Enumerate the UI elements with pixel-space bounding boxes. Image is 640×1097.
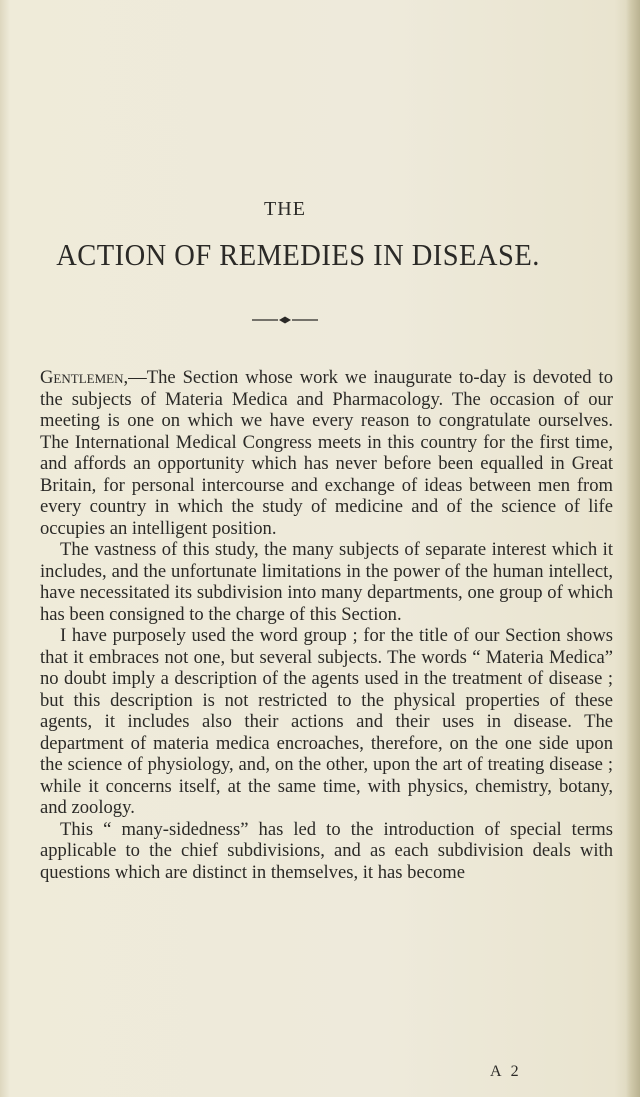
paragraph-2: The vastness of this study, the many subjects of separate interest which it includes, and the unfortunate limitations in the power of the human intellect, have necessitated its subdivision into many departments, one group of which has been consigned to the charge of this Section.	[40, 539, 613, 625]
paragraph-1-text: —The Section whose work we inaugurate to-day is devoted to the subjects of Materia Medica and Pharmacology. The occasion of our meeting is one on which we have every reason to congratulate ourselves. The International Medical Congress meets in this country for the first time, and affords an opportunity which has never before been equalled in Great Britain, for personal intercourse and exchange of ideas between men from every country in which the study of medicine and of the science of life occupies an intelligent position.	[40, 367, 613, 539]
salutation: Gentlemen,	[40, 367, 129, 388]
page-right-edge	[626, 0, 640, 1097]
body-text	[40, 367, 613, 883]
page-left-shadow	[0, 0, 10, 1097]
paragraph-4: This “ many-sidedness” has led to the introduction of special terms applicable to the chief subdivisions, and as each subdivision deals with questions which are distinct in themselves, it has become	[40, 818, 613, 883]
paragraph-3: I have purposely used the word group ; for the title of our Section shows that it embraces not one, but several subjects. The words “ Materia Medica” no doubt imply a description of the agents used in the treatment of disease ; but this description is not restricted to the physical properties of these agents, it includes also their actions and their uses in disease. The department of materia medica encroaches, therefore, on the one side upon the science of physiology, and, on the other, upon the art of treating disease ; while it concerns itself, at the same time, with physics, chemistry, botany, and zoology.	[40, 625, 613, 818]
paragraph-1	[40, 367, 613, 539]
page-title: ACTION OF REMEDIES IN DISEASE.	[56, 237, 540, 272]
heading-the: THE	[264, 198, 306, 220]
dash-diamond-dash-ornament-icon	[252, 315, 318, 325]
signature-mark: A 2	[490, 1063, 522, 1080]
